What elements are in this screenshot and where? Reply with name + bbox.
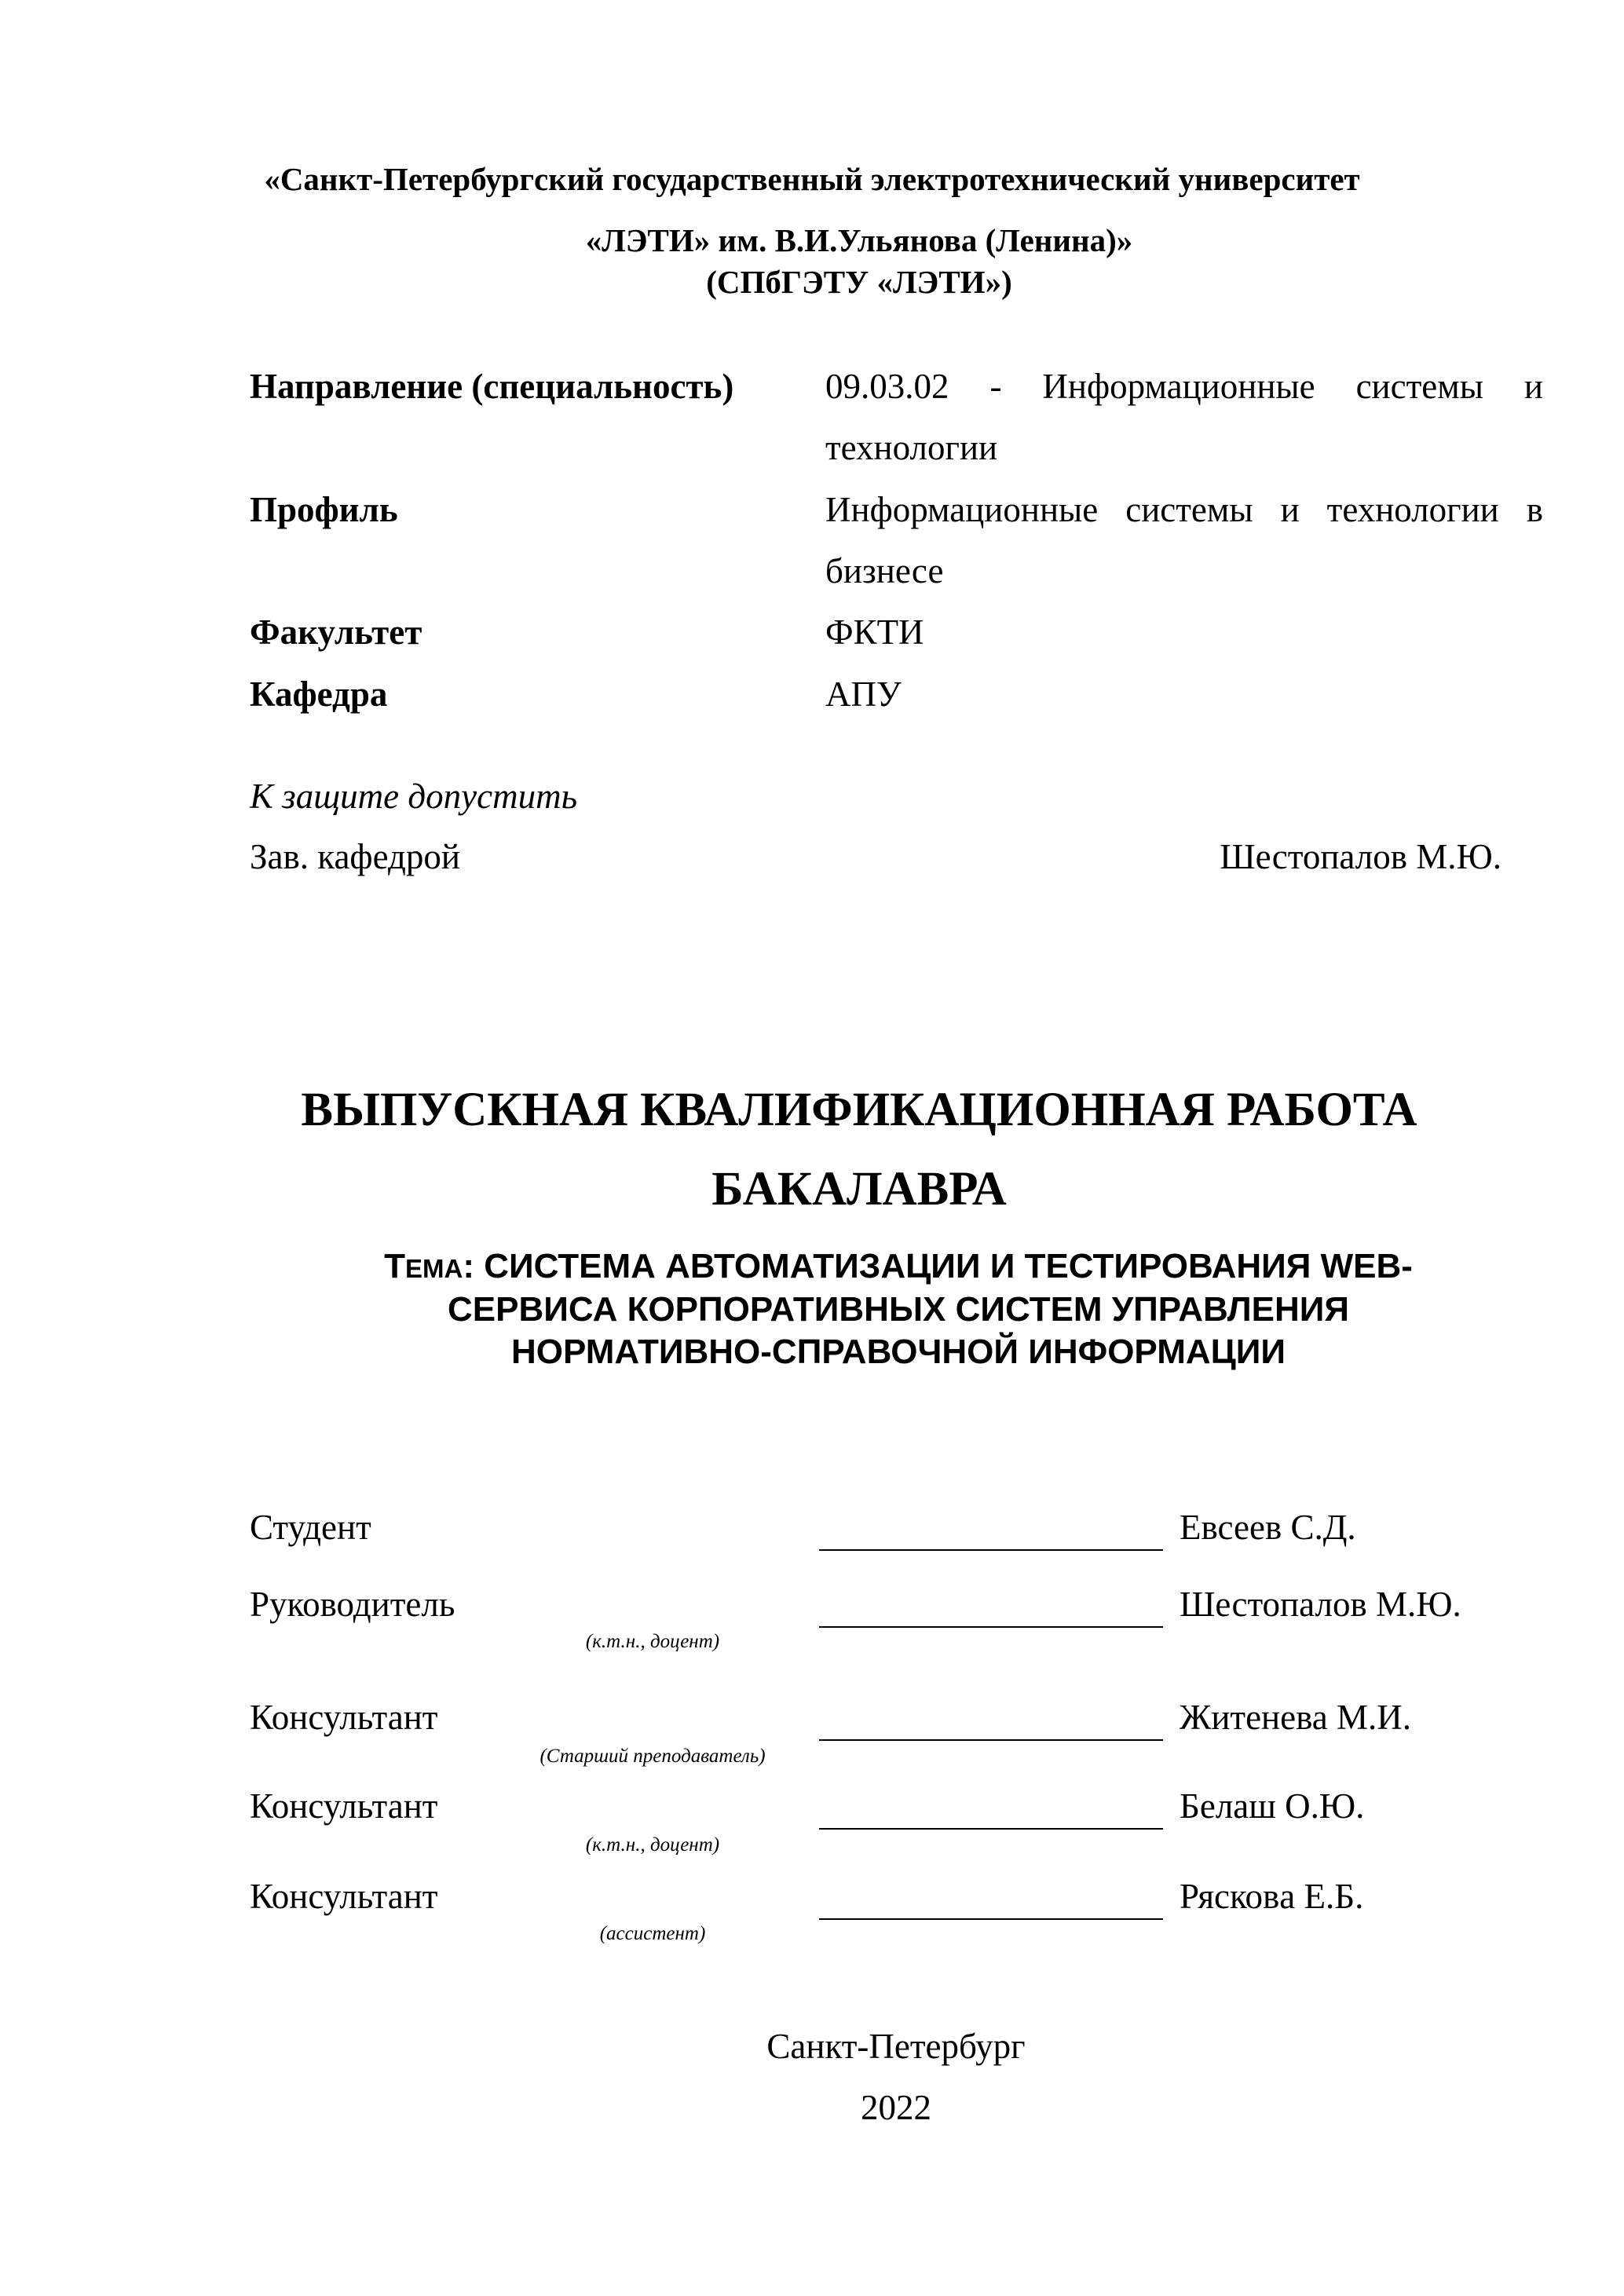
signature-line xyxy=(819,1739,1163,1741)
signature-name: Шестопалов М.Ю. xyxy=(1180,1585,1461,1624)
signature-line xyxy=(819,1626,1163,1628)
admit-to-defense: К защите допустить xyxy=(250,777,578,816)
signature-role: Консультант xyxy=(250,1786,438,1826)
work-title: ВЫПУСКНАЯ КВАЛИФИКАЦИОННАЯ РАБОТА xyxy=(301,1084,1417,1136)
signature-role: Консультант xyxy=(250,1877,438,1916)
signature-name: Рясковa Е.Б. xyxy=(1180,1877,1364,1916)
department-label: Кафедра xyxy=(250,675,388,714)
faculty-label: Факультет xyxy=(250,612,422,652)
theme-prefix-small: ЕМА xyxy=(404,1254,463,1283)
profile-value: Информационные системы и технологии в xyxy=(825,490,1543,529)
theme-colon: : xyxy=(463,1247,485,1285)
profile-value-cont: бизнесе xyxy=(825,551,944,590)
signature-name: Евсеев С.Д. xyxy=(1180,1508,1356,1547)
theme-text-1: СИСТЕМА АВТОМАТИЗАЦИИ И ТЕСТИРОВАНИЯ WEB- xyxy=(484,1247,1413,1285)
head-of-department-label: Зав. кафедрой xyxy=(250,837,460,876)
direction-label: Направление (специальность) xyxy=(250,367,734,406)
direction-value-cont: технологии xyxy=(825,428,998,467)
year: 2022 xyxy=(861,2088,931,2127)
university-name-line2: «ЛЭТИ» им. В.И.Ульянова (Ленина)» xyxy=(585,222,1133,258)
faculty-value: ФКТИ xyxy=(825,612,924,652)
head-of-department-name: Шестопалов М.Ю. xyxy=(1220,837,1501,876)
signature-line xyxy=(819,1549,1163,1551)
signature-role: Консультант xyxy=(250,1698,438,1737)
signature-position: (Старший преподаватель) xyxy=(540,1746,766,1767)
signature-role: Руководитель xyxy=(250,1585,455,1624)
signature-name: Житенева М.И. xyxy=(1180,1698,1411,1737)
signature-line xyxy=(819,1828,1163,1830)
university-short-name: (СПбГЭТУ «ЛЭТИ») xyxy=(706,264,1012,300)
signature-line xyxy=(819,1918,1163,1920)
theme-line-3: НОРМАТИВНО-СПРАВОЧНОЙ ИНФОРМАЦИИ xyxy=(510,1333,1286,1371)
signature-position: (к.т.н., доцент) xyxy=(585,1631,720,1652)
university-name: «Санкт-Петербургский государственный электротехнический университет xyxy=(264,161,1360,197)
theme-line-1 xyxy=(86,1249,1624,1284)
signature-name: Белаш О.Ю. xyxy=(1180,1786,1365,1826)
city: Санкт-Петербург xyxy=(766,2027,1026,2066)
direction-value: 09.03.02 - Информационные системы и xyxy=(825,367,1543,406)
department-value: АПУ xyxy=(825,675,902,714)
work-title-degree: БАКАЛАВРА xyxy=(711,1163,1007,1216)
signature-position: (к.т.н., доцент) xyxy=(585,1834,720,1855)
signature-role: Студент xyxy=(250,1508,371,1547)
theme-line-2: СЕРВИСА КОРПОРАТИВНЫХ СИСТЕМ УПРАВЛЕНИЯ xyxy=(448,1290,1349,1329)
theme-prefix: Т xyxy=(384,1247,405,1285)
signature-position: (ассистент) xyxy=(599,1923,706,1944)
profile-label: Профиль xyxy=(250,490,398,529)
